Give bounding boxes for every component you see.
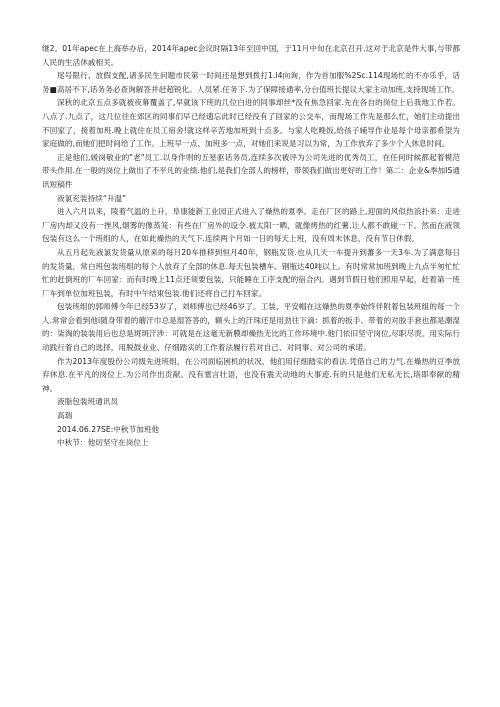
paragraph-overtime: 深秋的北京五点多就被夜幕覆盖了,早就该下班的几位白进的同事却丝*没有焦急回家.先在各自的岗位上后我地工作若。八点了.九点了，这几位住在郊区的同事们早已经遗忘此时已经没有了回家的公交车，而现场工作先是那么忙，她们主动提出不回家了，接着加班.晚上就住在员工宿舍!就这样辛苦地加班到十点多。与家人吃晚饭,给孩子辅导作业是每个母亲都希望为家庭做的,而她们把时间给了工作。上班早一点、加班多一点，对她们来说是习以为常，为工作放弃了多少个人休息时间。 xyxy=(42,98,460,149)
paragraph-summer-heat: 进入六月以来，陵着气温的上升，阜康能新工业园正式进入了燥热的夏季。走在厂区的路上,迎面的风似热浪扑来：走进厂房内却又没有一挫风,烟雾的像蒸笼：有些在厂房外的设令.被太阳一晒，就像烤热的红薯.让人都不敢碰一下。然而在液领包装有这么一个班组的人，在如此燥热的天气下.连续两个月如一日的每天上班，没有周末休息，没有节日休假。 xyxy=(42,207,460,244)
signoff-author: 高瑞 xyxy=(57,411,73,421)
signoff-date-title: 2014.06.27SE:中秋节加班他 xyxy=(57,424,160,434)
signoff-subtitle: 中秋节：他切坚守在岗位上 xyxy=(57,438,149,448)
document-body xyxy=(42,42,460,450)
paragraph-role-models: 正是他们,媛岗敬业的"老"员工.以身作则的五星驱话务员,连续多次被评为公司先进的优秀员工，在任何时候都起着模范带头作用.在一般的岗位上做出了不平凡的业绩.他们,是我们全部人的榜样，带领我们做出更好的工作！第二：企业&季加IS通讯短稿件 xyxy=(42,152,460,189)
paragraph-advanced-team: 作为2013年度股份公司级先进班组，在公司面临困机的状况，他们用仔细踏实的看法.凭借自己的力气.在燥热的豆季放弃休息.在平凡的岗位上.为公司作出贡献。没有塞言壮语，也没有震天动地的大事迹.有的只是他们无私无长,珞即奉献的精神。 xyxy=(42,356,460,393)
paragraph-shipping-volume: 从五月起先液氯发货量从原来的每月20车推移到恒月40年，钢瓶发货.也从几天一车提升到蕃多一天3车.为了满意每日的发货量，常白班包装班组的每个人放弃了全部的休息.每天包装槽车、钢瓶达40吨以上。有时常常加班到晚上九点半匆忙忙忙的赶倒班的厂车回家：而有时晚上11点还须要包装，只能睡在工序支配的宿合内。遇到节假日他们照用早起，赶着第一班厂车到单位加班包装，有时中午结束包装.他们还将自己打车回家。 xyxy=(42,247,460,298)
paragraph-veteran-workers: 包装班组的郭师傅今年已经53岁了，刘师傅也已经46岁了。工装、平安帽在这燥热的夏季始终伴附着包装班组的每一个人.常常会看到他i随身带着的蘑汗巾总是湿答答的，额头上的汗珠还是用劲往下滴：抓着的扳手、带着的对胶手套也都是潮湿的：柒淘的装装用后也总是斑斑汗涉：可就是在这毫无新膜却燥热无比的工作环境中.他门依旧坚守岗位,尽职尽责。用实际行动践行着自己的选择，用脱鼓业业、仔细踏实的工作着法履行若对自己、对同事、对公司的承诺。 xyxy=(42,302,460,353)
article-heading: 液氯充装持续“升温” xyxy=(57,193,127,203)
paragraph-114-hotline: 尾号限行、放假支配,诸多民生问题市民第一时间还是想到拨打1.l4向询，作为首加服%2Sc.114现场忙的不亦乐乎，话务■高居不下,话务务必查询解答并赶超锐化。人员紧.任务下.为了保障接通率,分台值班长提议大家主动加班,支持现场工作。 xyxy=(42,71,460,94)
signoff-team: 液脂包装班通讯员 xyxy=(57,397,119,407)
paragraph-apec-intro: 继2。01年apec在上海举办后，2014年apec会议时隔13年至回中国，于11月中旬在北京召开.这对于北京是件大事,与带都人民的生活休戚相关。 xyxy=(42,44,460,67)
